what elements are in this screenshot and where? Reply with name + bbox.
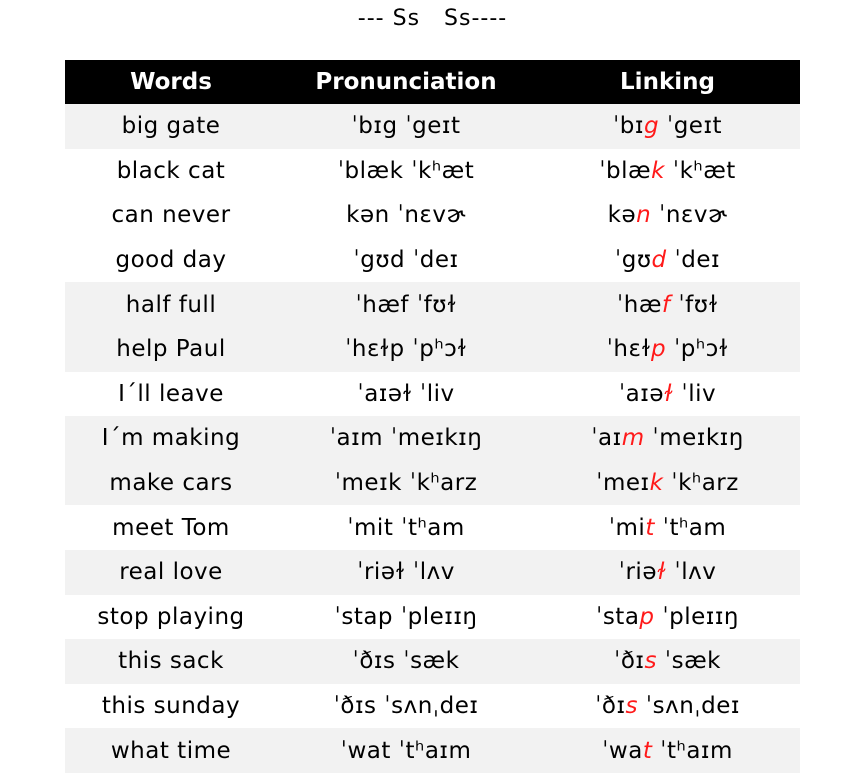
pronunciation-cell: ˈðɪs ˈsæk bbox=[352, 648, 460, 675]
linking-sound-highlight: m bbox=[621, 425, 645, 452]
linking-text-before: kə bbox=[607, 202, 637, 229]
column-header-linking: Linking bbox=[620, 69, 715, 95]
word-cell: can never bbox=[111, 202, 231, 229]
word-cell: what time bbox=[110, 737, 232, 764]
linking-text-after: ˈsʌnˌdeɪ bbox=[638, 693, 740, 720]
linking-text-after: ˈtʰam bbox=[654, 514, 727, 541]
linking-sound-highlight: p bbox=[639, 603, 655, 630]
linking-text-before: ˈhæ bbox=[616, 291, 662, 318]
pronunciation-cell: ˈmit ˈtʰam bbox=[347, 514, 465, 541]
table-row bbox=[65, 372, 800, 417]
pronunciation-cell: ˈwat ˈtʰaɪm bbox=[340, 737, 472, 764]
linking-text-after: ˈlʌv bbox=[666, 559, 717, 586]
linking-sound-highlight: d bbox=[651, 247, 667, 274]
pronunciation-cell: ˈstap ˈpleɪɪŋ bbox=[334, 603, 478, 630]
linking-cell bbox=[535, 149, 800, 194]
column-header-pronunciation: Pronunciation bbox=[315, 69, 497, 95]
linking-text-after: ˈgeɪt bbox=[659, 113, 723, 140]
pronunciation-cell: kən ˈnɛvɚ bbox=[346, 202, 466, 229]
linking-text-after: ˈfʊɫ bbox=[670, 291, 719, 318]
page-title: --- Ss Ss---- bbox=[357, 6, 508, 31]
linking-text-before: ˈriə bbox=[618, 559, 657, 586]
word-cell: real love bbox=[119, 559, 223, 586]
linking-cell bbox=[535, 461, 800, 506]
linking-text-before: ˈbɪ bbox=[612, 113, 644, 140]
word-cell: I´m making bbox=[101, 425, 241, 452]
table-row bbox=[65, 416, 800, 461]
linking-cell bbox=[535, 104, 800, 149]
linking-cell bbox=[535, 728, 800, 773]
linking-sound-highlight: t bbox=[645, 514, 655, 541]
linking-cell bbox=[535, 684, 800, 729]
linking-cell bbox=[535, 282, 800, 327]
linking-text-after: ˈdeɪ bbox=[666, 247, 721, 274]
word-cell: I´ll leave bbox=[118, 380, 224, 407]
linking-sound-highlight: g bbox=[643, 113, 660, 140]
word-cell: black cat bbox=[116, 157, 226, 184]
linking-text-before: ˈsta bbox=[596, 603, 640, 630]
table-row bbox=[65, 595, 800, 640]
linking-text-before: ˈhɛɫ bbox=[606, 336, 652, 363]
word-cell: stop playing bbox=[97, 603, 245, 630]
linking-cell bbox=[535, 595, 800, 640]
linking-text-before: ˈðɪ bbox=[614, 648, 645, 675]
linking-text-before: ˈmi bbox=[608, 514, 646, 541]
linking-text-before: ˈaɪə bbox=[618, 380, 664, 407]
linking-sound-highlight: k bbox=[649, 470, 664, 497]
table-row bbox=[65, 684, 800, 729]
pronunciation-cell: ˈbɪg ˈgeɪt bbox=[351, 113, 461, 140]
table-body bbox=[65, 104, 800, 773]
pronunciation-cell: ˈaɪəɫ ˈliv bbox=[357, 380, 455, 407]
linking-sound-highlight: p bbox=[651, 336, 667, 363]
pronunciation-cell: ˈhɛɫp ˈpʰɔɫ bbox=[345, 336, 467, 363]
pronunciation-cell: ˈgʊd ˈdeɪ bbox=[353, 247, 459, 274]
linking-text-after: ˈnɛvɚ bbox=[651, 202, 728, 229]
word-cell: help Paul bbox=[116, 336, 226, 363]
linking-sound-highlight: s bbox=[644, 648, 657, 675]
linking-cell bbox=[535, 639, 800, 684]
pronunciation-cell: ˈriəɫ ˈlʌv bbox=[357, 559, 455, 586]
table-row bbox=[65, 505, 800, 550]
pronunciation-cell: ˈaɪm ˈmeɪkɪŋ bbox=[329, 425, 483, 452]
word-cell: meet Tom bbox=[112, 514, 230, 541]
linking-cell bbox=[535, 416, 800, 461]
linking-sound-highlight: k bbox=[651, 157, 665, 184]
linking-cell bbox=[535, 550, 800, 595]
linking-table-container bbox=[65, 60, 800, 773]
table-row bbox=[65, 149, 800, 194]
linking-text-before: ˈgʊ bbox=[614, 247, 652, 274]
linking-cell bbox=[535, 193, 800, 238]
pronunciation-cell: ˈmeɪk ˈkʰarz bbox=[334, 470, 478, 497]
linking-cell bbox=[535, 238, 800, 283]
linking-sound-highlight: f bbox=[661, 291, 671, 318]
table-row bbox=[65, 282, 800, 327]
table-row bbox=[65, 550, 800, 595]
linking-sound-highlight: n bbox=[636, 202, 652, 229]
linking-text-before: ˈwa bbox=[602, 737, 643, 764]
linking-text-after: ˈtʰaɪm bbox=[652, 737, 733, 764]
word-cell: big gate bbox=[121, 113, 221, 140]
pronunciation-cell: ˈðɪs ˈsʌnˌdeɪ bbox=[333, 693, 479, 720]
table-row bbox=[65, 327, 800, 372]
linking-text-before: ˈmeɪ bbox=[596, 470, 650, 497]
column-header-words: Words bbox=[130, 69, 212, 95]
linking-text-after: ˈkʰæt bbox=[664, 157, 736, 184]
linking-text-after: ˈpʰɔɫ bbox=[666, 336, 729, 363]
word-cell: good day bbox=[115, 247, 227, 274]
linking-text-before: ˈaɪ bbox=[591, 425, 622, 452]
word-cell: half full bbox=[125, 291, 217, 318]
linking-sound-highlight: t bbox=[642, 737, 653, 764]
linking-text-after: ˈpleɪɪŋ bbox=[654, 603, 739, 630]
linking-sound-highlight: ɫ bbox=[663, 380, 674, 407]
word-cell: make cars bbox=[109, 470, 233, 497]
table-row bbox=[65, 639, 800, 684]
linking-text-after: ˈsæk bbox=[656, 648, 721, 675]
linking-text-before: ˈblæ bbox=[599, 157, 652, 184]
linking-cell bbox=[535, 327, 800, 372]
linking-cell bbox=[535, 372, 800, 417]
linking-table bbox=[65, 60, 800, 773]
linking-text-before: ˈðɪ bbox=[595, 693, 626, 720]
linking-text-after: ˈliv bbox=[673, 380, 717, 407]
table-row bbox=[65, 104, 800, 149]
pronunciation-cell: ˈblæk ˈkʰæt bbox=[337, 157, 475, 184]
linking-text-after: ˈmeɪkɪŋ bbox=[644, 425, 744, 452]
pronunciation-cell: ˈhæf ˈfʊɫ bbox=[355, 291, 457, 318]
table-row bbox=[65, 238, 800, 283]
table-row bbox=[65, 728, 800, 773]
table-row bbox=[65, 461, 800, 506]
word-cell: this sack bbox=[118, 648, 224, 675]
linking-sound-highlight: ɫ bbox=[656, 559, 667, 586]
table-row bbox=[65, 193, 800, 238]
table-header bbox=[65, 60, 800, 104]
word-cell: this sunday bbox=[101, 693, 241, 720]
table-header-row bbox=[65, 60, 800, 104]
linking-sound-highlight: s bbox=[625, 693, 638, 720]
linking-cell bbox=[535, 505, 800, 550]
linking-text-after: ˈkʰarz bbox=[663, 470, 739, 497]
